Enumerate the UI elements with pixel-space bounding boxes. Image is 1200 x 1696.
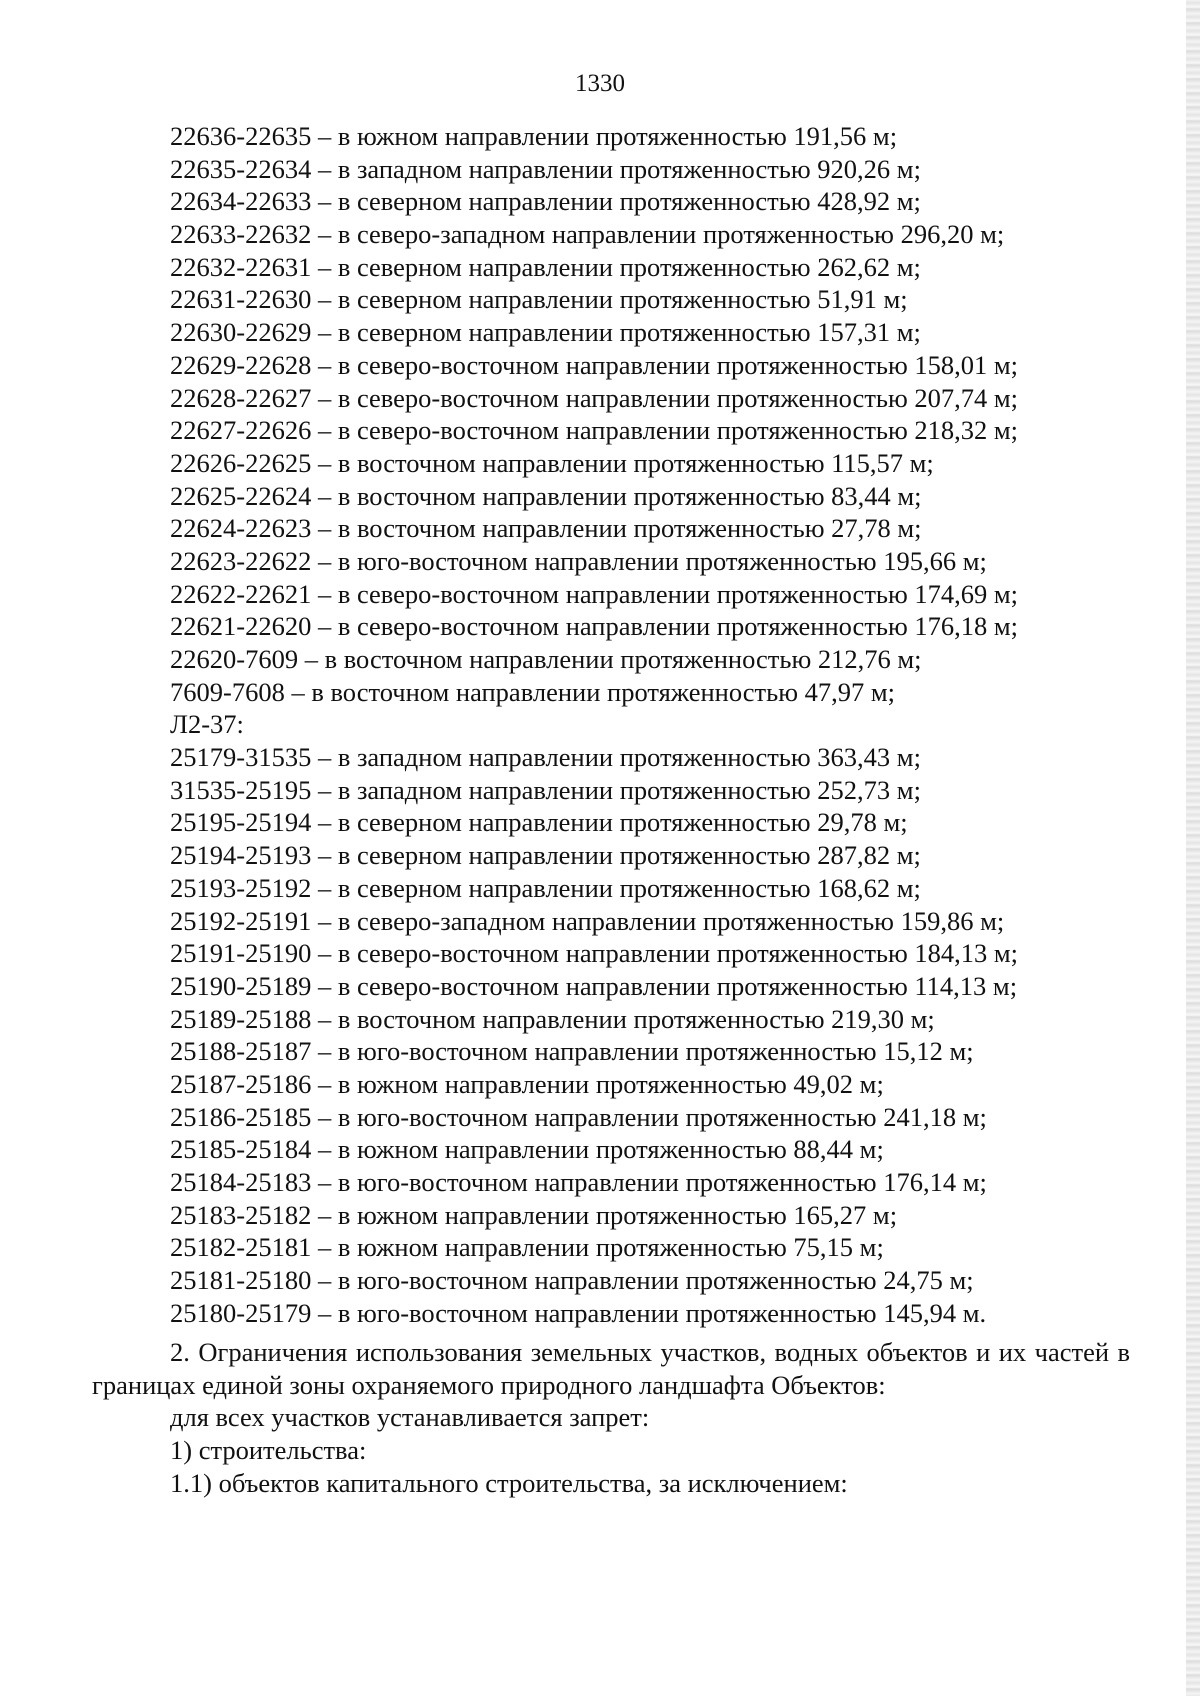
boundary-segment-line: 25195-25194 – в северном направлении протяженностью 29,78 м; <box>170 807 908 838</box>
restriction-line: для всех участков устанавливается запрет: <box>170 1402 650 1432</box>
boundary-segment-line: 22632-22631 – в северном направлении протяженностью 262,62 м; <box>170 251 921 282</box>
boundary-segment-line: 22634-22633 – в северном направлении протяженностью 428,92 м; <box>170 186 921 217</box>
boundary-segment-line: 25183-25182 – в южном направлении протяженностью 165,27 м; <box>170 1199 898 1230</box>
restriction-line: 1.1) объектов капитального строительства, за исключением: <box>170 1468 848 1498</box>
boundary-segment-line: 22620-7609 – в восточном направлении протяженностью 212,76 м; <box>170 644 922 674</box>
boundary-segment-list <box>170 120 1130 1329</box>
boundary-segment-line: 22624-22623 – в восточном направлении протяженностью 27,78 м; <box>170 513 922 544</box>
boundary-segment-line: 22621-22620 – в северо-восточном направлении протяженностью 176,18 м; <box>170 611 1019 642</box>
boundary-segment-line: 25181-25180 – в юго-восточном направлении протяженностью 24,75 м; <box>170 1265 974 1296</box>
boundary-segment-line: 25194-25193 – в северном направлении протяженностью 287,82 м; <box>170 840 921 871</box>
boundary-segment-line: 25189-25188 – в восточном направлении протяженностью 219,30 м; <box>170 1003 935 1034</box>
boundary-segment-line: 25192-25191 – в северо-западном направлении протяженностью 159,86 м; <box>170 905 1005 936</box>
boundary-segment-line: 22629-22628 – в северо-восточном направлении протяженностью 158,01 м; <box>170 349 1019 380</box>
restriction-line: 1) строительства: <box>170 1435 367 1465</box>
boundary-segment-line: 22627-22626 – в северо-восточном направлении протяженностью 218,32 м; <box>170 415 1019 446</box>
boundary-segment-line: 25186-25185 – в юго-восточном направлении протяженностью 241,18 м; <box>170 1101 987 1132</box>
boundary-segment-line: 22625-22624 – в восточном направлении протяженностью 83,44 м; <box>170 480 922 511</box>
boundary-segment-line: 25182-25181 – в южном направлении протяженностью 75,15 м; <box>170 1232 884 1263</box>
boundary-segment-line: 22635-22634 – в западном направлении протяженностью 920,26 м; <box>170 153 921 184</box>
boundary-segment-line: 25180-25179 – в юго-восточном направлении протяженностью 145,94 м. <box>170 1297 987 1328</box>
boundary-segment-line: 25179-31535 – в западном направлении протяженностью 363,43 м; <box>170 742 921 773</box>
boundary-segment-line: 22636-22635 – в южном направлении протяженностью 191,56 м; <box>170 121 898 151</box>
boundary-segment-line: 22622-22621 – в северо-восточном направлении протяженностью 174,69 м; <box>170 578 1019 609</box>
restrictions-paragraph: 2. Ограничения использования земельных участков, водных объектов и их частей в границах единой зоны охраняемого природного ландшафта Объектов: <box>92 1337 1130 1400</box>
boundary-segment-line: 22631-22630 – в северном направлении протяженностью 51,91 м; <box>170 284 908 315</box>
boundary-segment-line: 22633-22632 – в северо-западном направлении протяженностью 296,20 м; <box>170 219 1005 250</box>
boundary-segment-line: 22623-22622 – в юго-восточном направлении протяженностью 195,66 м; <box>170 545 987 576</box>
boundary-segment-line: 25188-25187 – в юго-восточном направлении протяженностью 15,12 м; <box>170 1036 974 1067</box>
boundary-segment-line: 22628-22627 – в северо-восточном направлении протяженностью 207,74 м; <box>170 382 1019 413</box>
page-number: 1330 <box>575 70 625 97</box>
boundary-segment-line: 25193-25192 – в северном направлении протяженностью 168,62 м; <box>170 872 921 903</box>
restrictions-list <box>170 1401 1130 1500</box>
boundary-segment-line: 31535-25195 – в западном направлении протяженностью 252,73 м; <box>170 774 921 805</box>
boundary-segment-line: 25187-25186 – в южном направлении протяженностью 49,02 м; <box>170 1068 884 1099</box>
boundary-segment-line: 25184-25183 – в юго-восточном направлении протяженностью 176,14 м; <box>170 1167 987 1197</box>
scan-edge-artifact <box>1186 0 1200 1696</box>
section-label: Л2-37: <box>170 709 244 740</box>
boundary-segment-line: 25190-25189 – в северо-восточном направлении протяженностью 114,13 м; <box>170 970 1018 1001</box>
boundary-segment-line: 25191-25190 – в северо-восточном направлении протяженностью 184,13 м; <box>170 938 1019 969</box>
boundary-segment-line: 22626-22625 – в восточном направлении протяженностью 115,57 м; <box>170 447 934 478</box>
boundary-segment-line: 22630-22629 – в северном направлении протяженностью 157,31 м; <box>170 317 921 348</box>
boundary-segment-line: 25185-25184 – в южном направлении протяженностью 88,44 м; <box>170 1134 884 1165</box>
boundary-segment-line: 7609-7608 – в восточном направлении протяженностью 47,97 м; <box>170 676 895 707</box>
